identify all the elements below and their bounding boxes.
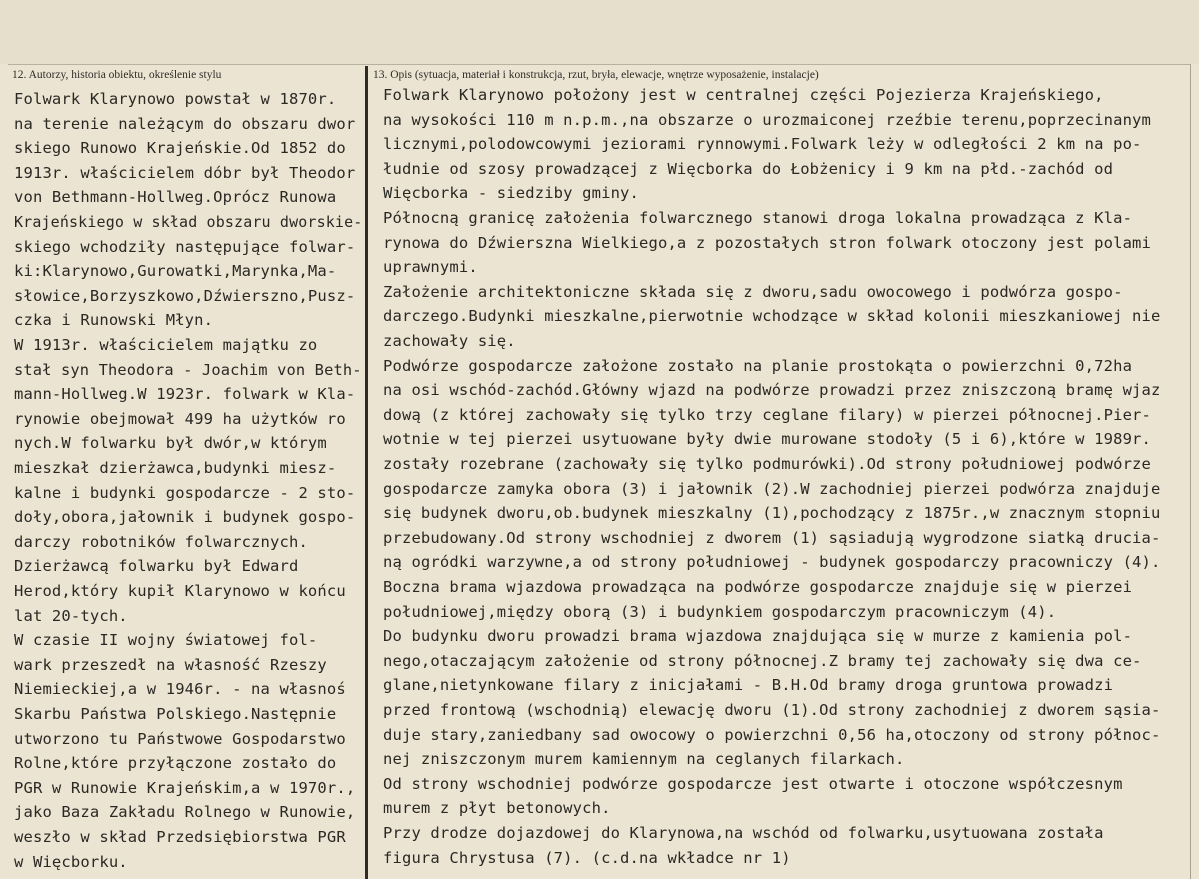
right-text-line: Od strony wschodniej podwórze gospodarcze jest otwarte i otoczone współczesnym (383, 774, 1123, 793)
left-text-line: lat 20-tych. (14, 606, 128, 625)
left-text-line: skiego wchodziły następujące folwar- (14, 237, 356, 256)
left-text-line: Niemieckiej,a w 1946r. - na własnoś (14, 680, 346, 699)
right-text-line: rynowa do Dźwierszna Wielkiego,a z pozostałych stron folwark otoczony jest polami (383, 233, 1152, 252)
right-text-line: Folwark Klarynowo położony jest w centralnej części Pojezierza Krajeńskiego, (383, 86, 1104, 104)
left-text-line: W czasie II wojny światowej fol- (14, 631, 318, 650)
right-text-line: Północną granicę założenia folwarcznego stanowi droga lokalna prowadząca z Kla- (383, 209, 1133, 227)
left-text-line: doły,obora,jałownik i budynek gospo- (14, 508, 356, 527)
right-text-line: Boczna brama wjazdowa prowadząca na podwórze gospodarcze znajduje się w pierzei (383, 578, 1133, 596)
right-text-line: dową (z której zachowały się tylko trzy ceglane filary) w pierzei północnej.Pier- (383, 405, 1152, 424)
left-text-line: na terenie należącym do obszaru dwor (14, 114, 356, 133)
right-text-line: zostały rozebrane (zachowały się tylko podmurówki).Od strony południowej podwórze (383, 455, 1152, 473)
right-text-line: duje stary,zaniedbany sad owocowy o powierzchni 0,56 ha,otoczony od strony północ- (383, 725, 1161, 744)
left-text-line: Skarbu Państwa Polskiego.Następnie (14, 705, 337, 723)
right-text-line: darczego.Budynki mieszkalne,pierwotnie wchodzące w skład kolonii mieszkaniowej nie (383, 307, 1161, 326)
left-text-line: Krajeńskiego w skład obszaru dworskie- (14, 213, 363, 231)
right-text-line: uprawnymi. (383, 258, 478, 277)
header-rule (8, 64, 1191, 65)
right-text-line: przebudowany.Od strony wschodniej z dworem (1) sąsiadują wygrodzone siatką druciа- (383, 528, 1161, 547)
left-text-line: ki:Klarynowo,Gurowatki,Marynka,Ma- (14, 262, 337, 281)
left-text-line: Herod,który kupił Klarynowo w końcu (14, 582, 346, 600)
left-text-line: mann-Hollweg.W 1923r. folwark w Kla- (14, 385, 356, 404)
left-text-line: utworzono tu Państwowe Gospodarstwo (14, 729, 346, 748)
left-text-line: Rolne,które przyłączone zostało do (14, 754, 337, 773)
left-text-line: wark przeszedł na własność Rzeszy (14, 655, 327, 674)
left-text-line: jako Baza Zakładu Rolnego w Runowie, (14, 803, 356, 822)
right-border-rule (1190, 64, 1191, 879)
left-text-line: rynowie obejmował 499 ha użytków ro (14, 409, 346, 428)
right-text-line: figura Chrystusa (7). (c.d.na wkładce nr 1) (383, 848, 791, 867)
right-column-header: 13. Opis (sytuacja, materiał i konstrukcja, rzut, bryła, elewacje, wnętrze wyposażenie, instalacje) (373, 69, 819, 81)
top-margin (0, 0, 1199, 64)
column-divider (365, 66, 368, 879)
left-text-line: słowice,Borzyszkowo,Dźwierszno,Pusz- (14, 286, 356, 305)
right-text-line: łudnie od szosy prowadzącej z Więcborka do Łobżenicy i 9 km na płd.-zachód od (383, 159, 1114, 178)
right-text-line: się budynek dworu,ob.budynek mieszkalny (1),pochodzący z 1875r.,w znacznym stopniu (383, 504, 1161, 523)
left-text-line: kalne i budynki gospodarcze - 2 sto- (14, 483, 356, 502)
left-text-line: von Bethmann-Hollweg.Oprócz Runowa (14, 188, 337, 207)
left-text-line: Dzierżawcą folwarku był Edward (14, 557, 299, 576)
left-text-line: 1913r. właścicielem dóbr był Theodor (14, 163, 356, 182)
left-text-line: PGR w Runowie Krajeńskim,a w 1970r., (14, 778, 356, 797)
left-text-line: mieszkał dzierżawca,budynki miesz- (14, 459, 337, 477)
left-text-line: darczy robotników folwarcznych. (14, 532, 308, 551)
left-text-line: Folwark Klarynowo powstał w 1870r. (14, 90, 337, 108)
right-text-line: Przy drodze dojazdowej do Klarynowa,na wschód od folwarku,usytuowana została (383, 824, 1104, 842)
left-column-header: 12. Autorzy, historia obiektu, określenie stylu (12, 69, 222, 81)
left-text-line: w Więcborku. (14, 852, 128, 871)
right-text-line: licznymi,polodowcowymi jeziorami rynnowymi.Folwark leży w odległości 2 km na po- (383, 135, 1142, 154)
right-text-line: przed frontową (wschodnią) elewację dworu (1).Od strony zachodniej z dworem sąsia- (383, 701, 1161, 719)
left-text-line: W 1913r. właścicielem majątku zo (14, 336, 318, 354)
left-text-line: nych.W folwarku był dwór,w którym (14, 434, 327, 453)
right-text-line: Podwórze gospodarcze założone zostało na planie prostokąta o powierzchni 0,72ha (383, 356, 1133, 375)
right-text-line: nej zniszczonym murem kamiennym na ceglanych filarkach. (383, 750, 905, 769)
right-text-line: Więcborka - siedziby gminy. (383, 184, 640, 203)
right-text-line: Założenie architektoniczne składa się z dworu,sadu owocowego i podwórza gospo- (383, 282, 1123, 301)
right-text-line: południowej,między oborą (3) i budynkiem gospodarczym pracowniczym (4). (383, 602, 1057, 621)
right-text-line: Do budynku dworu prowadzi brama wjazdowa znajdująca się w murze z kamienia pol- (383, 627, 1133, 646)
right-text-line: glane,nietynkowane filary z inicjałami - B.H.Od bramy droga gruntowa prowadzi (383, 676, 1114, 695)
left-text-line: czka i Runowski Młyn. (14, 311, 214, 330)
right-text-line: wotnie w tej pierzei usytuowane były dwie murowane stodoły (5 i 6),które w 1989r. (383, 430, 1152, 449)
right-text-line: gospodarcze zamyka obora (3) i jałownik (2).W zachodniej pierzei podwórza znajduje (383, 479, 1161, 498)
left-text-line: stał syn Theodora - Joachim von Beth- (14, 360, 362, 379)
right-text-line: murem z płyt betonowych. (383, 799, 611, 818)
right-text-line: na wysokości 110 m n.p.m.,na obszarze o urozmaiconej rzeźbie terenu,poprzecinanym (383, 110, 1152, 129)
right-text-line: na osi wschód-zachód.Główny wjazd na podwórze prowadzi przez zniszczoną bramę wjaz (383, 381, 1161, 400)
left-text-line: skiego Runowo Krajeńskie.Od 1852 do (14, 139, 346, 158)
right-text-line: zachowały się. (383, 332, 516, 350)
right-text-line: ną ogródki warzywne,a od strony południowej - budynek gospodarczy pracowniczy (4). (383, 553, 1161, 572)
right-text-line: nego,otaczającym założenie od strony północnej.Z bramy tej zachowały się dwa ce- (383, 651, 1142, 670)
left-text-line: weszło w skład Przedsiębiorstwa PGR (14, 828, 346, 846)
